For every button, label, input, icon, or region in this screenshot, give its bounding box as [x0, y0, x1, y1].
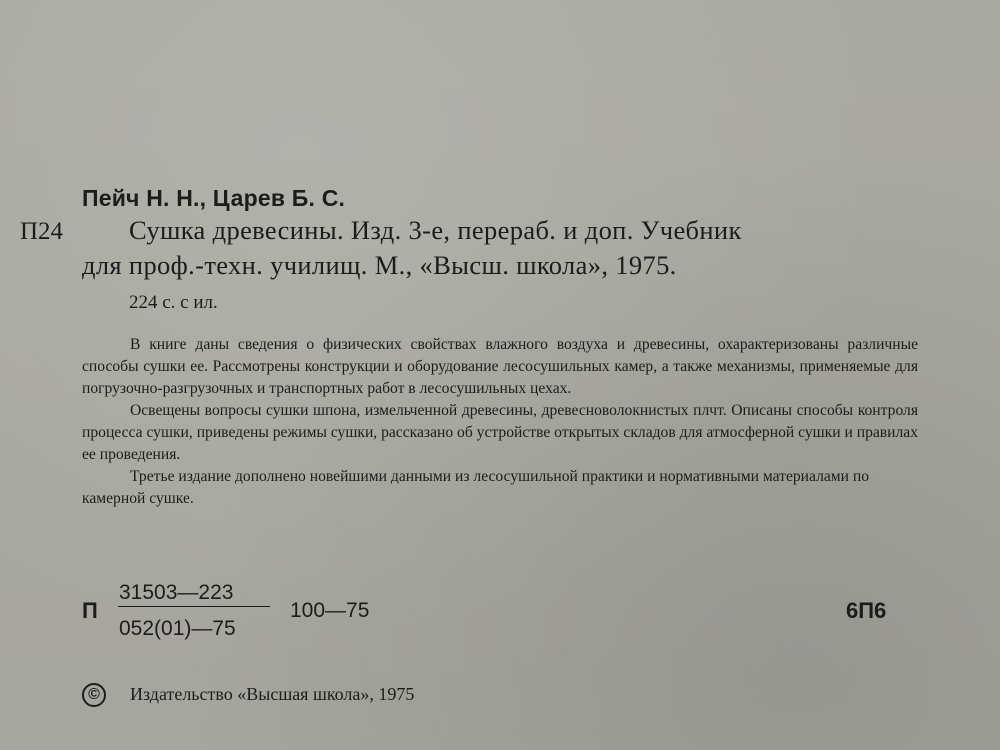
index-denominator: 052(01)—75 — [119, 617, 236, 640]
abstract — [82, 334, 918, 510]
abstract-paragraph-1: В книге даны сведения о физических свойствах влажного воздуха и древесины, охарактеризованы различные способы сушки ее. Рассмотрены конструкции и оборудование лесосушильных камер, а также механизмы, применяемые для погрузочно-разгрузочных и транспортных работ в лесосушильных цехах. — [82, 336, 918, 397]
abstract-paragraph-2: Освещены вопросы сушки шпона, измельченной древесины, древесноволокнистых плчт. Описаны способы контроля процесса сушки, приведены режимы сушки, рассказано об устройстве открытых складов для атмосферной сушки и правилах ее проведения. — [82, 402, 918, 463]
index-numerator: 31503—223 — [119, 581, 234, 604]
book-title-line-2: для проф.-техн. училищ. М., «Высш. школа», 1975. — [82, 250, 677, 280]
authors: Пейч Н. Н., Царев Б. С. — [82, 185, 346, 211]
page-count: 224 с. с ил. — [129, 292, 218, 313]
index-letter: П — [82, 598, 98, 623]
fraction-line — [118, 606, 270, 607]
bbk-code: 6П6 — [846, 598, 887, 623]
copyright-icon: © — [82, 683, 106, 707]
book-title-line-1: Сушка древесины. Изд. 3-е, перераб. и доп. Учебник — [129, 215, 742, 245]
abstract-paragraph-3: Третье издание дополнено новейшими данными из лесосушильной практики и нормативными материалами по камерной сушке. — [82, 468, 870, 507]
price-code: 100—75 — [290, 599, 370, 622]
classification-code: П24 — [20, 218, 64, 245]
copyright-text: Издательство «Высшая школа», 1975 — [130, 684, 415, 704]
